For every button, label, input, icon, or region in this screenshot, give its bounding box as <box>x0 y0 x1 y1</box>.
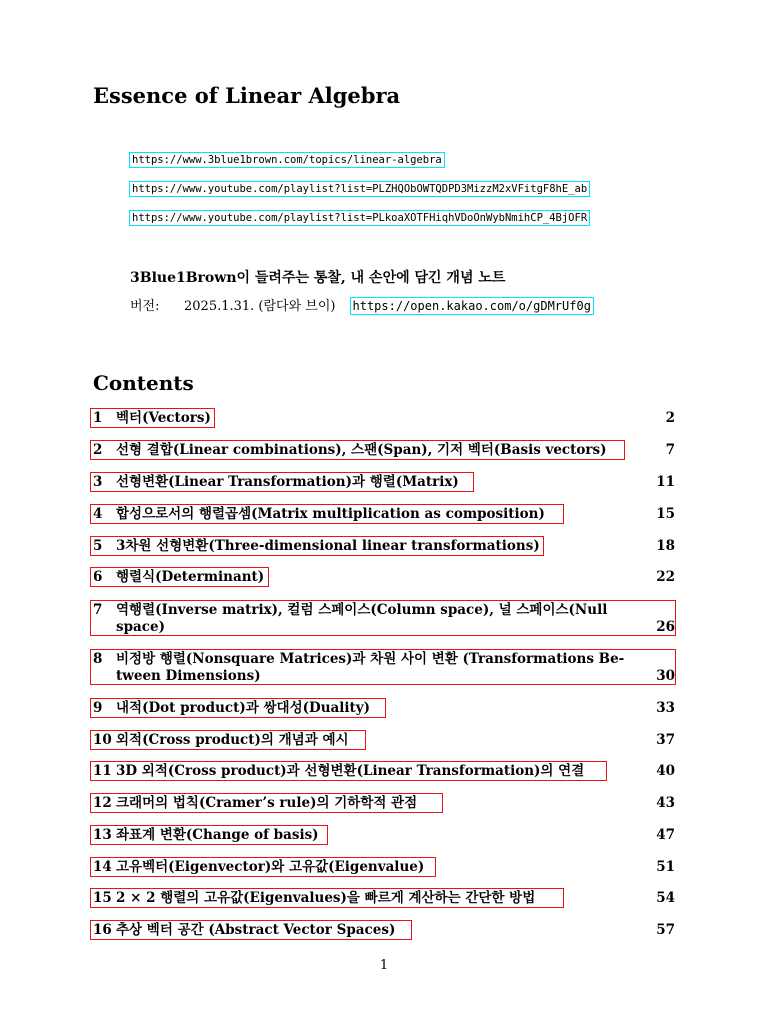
toc-title: 합성으로서의 행렬곱셈(Matrix multiplication as composition) <box>116 506 545 522</box>
version-label: 버전: <box>130 299 160 314</box>
toc-number: 4 <box>93 506 103 522</box>
document-title: Essence of Linear Algebra <box>93 83 401 108</box>
toc-title: 크래머의 법칙(Cramer’s rule)의 기하학적 관점 <box>116 795 418 811</box>
toc-title: 행렬식(Determinant) <box>116 569 265 585</box>
toc-number: 12 <box>93 795 112 811</box>
toc-number: 6 <box>93 569 103 585</box>
toc-page-number: 11 <box>656 474 675 490</box>
version-value: 2025.1.31. (람다와 브이) <box>184 299 336 314</box>
toc-number: 5 <box>93 538 103 554</box>
contents-heading: Contents <box>93 371 194 395</box>
toc-number: 9 <box>93 700 103 716</box>
toc-title: 역행렬(Inverse matrix), 컬럼 스페이스(Column space), 널 스페이스(Null <box>116 602 608 618</box>
toc-number: 13 <box>93 827 112 843</box>
toc-page-number: 54 <box>656 890 675 906</box>
toc-title: 벡터(Vectors) <box>116 410 211 426</box>
toc-number: 8 <box>93 651 103 667</box>
toc-title: space) <box>116 619 165 635</box>
toc-page-number: 2 <box>665 410 675 426</box>
version-line <box>130 297 594 319</box>
toc-page-number: 51 <box>656 859 675 875</box>
toc-title: 2 × 2 행렬의 고유값(Eigenvalues)을 빠르게 계산하는 간단한 방법 <box>116 890 536 906</box>
toc-title: 추상 벡터 공간 (Abstract Vector Spaces) <box>116 922 396 938</box>
link-3blue1brown[interactable]: https://www.3blue1brown.com/topics/linear-algebra <box>129 152 445 168</box>
toc-title: 3D 외적(Cross product)과 선형변환(Linear Transformation)의 연결 <box>116 763 585 779</box>
toc-page-number: 7 <box>665 442 675 458</box>
toc-title: 비정방 행렬(Nonsquare Matrices)과 차원 사이 변환 (Transformations Be- <box>116 651 625 667</box>
toc-number: 2 <box>93 442 103 458</box>
toc-page-number: 33 <box>656 700 675 716</box>
toc-title: 외적(Cross product)의 개념과 예시 <box>116 732 349 748</box>
toc-page-number: 22 <box>656 569 675 585</box>
subtitle: 3Blue1Brown이 들려주는 통찰, 내 손안에 담긴 개념 노트 <box>130 270 506 286</box>
toc-page-number: 18 <box>656 538 675 554</box>
toc-number: 7 <box>93 602 103 618</box>
toc-number: 1 <box>93 410 103 426</box>
toc-title: 고유벡터(Eigenvector)와 고유값(Eigenvalue) <box>116 859 425 875</box>
toc-title: 3차원 선형변환(Three-dimensional linear transformations) <box>116 538 540 554</box>
toc-title: 선형 결합(Linear combinations), 스팬(Span), 기저 벡터(Basis vectors) <box>116 442 607 458</box>
toc-page-number: 40 <box>656 763 675 779</box>
page-number: 1 <box>379 958 389 973</box>
toc-page-number: 37 <box>656 732 675 748</box>
toc-page-number: 30 <box>656 668 675 684</box>
toc-number: 10 <box>93 732 112 748</box>
toc-page-number: 57 <box>656 922 675 938</box>
link-youtube-playlist-1[interactable]: https://www.youtube.com/playlist?list=PLZHQObOWTQDPD3MizzM2xVFitgF8hE_ab <box>129 181 590 197</box>
toc-number: 16 <box>93 922 112 938</box>
toc-number: 14 <box>93 859 112 875</box>
toc-number: 11 <box>93 763 112 779</box>
toc-number: 15 <box>93 890 112 906</box>
toc-page-number: 15 <box>656 506 675 522</box>
link-youtube-playlist-2[interactable]: https://www.youtube.com/playlist?list=PLkoaXOTFHiqhVDoOnWybNmihCP_4BjOFR <box>129 210 590 226</box>
toc-number: 3 <box>93 474 103 490</box>
toc-title: 선형변환(Linear Transformation)과 행렬(Matrix) <box>116 474 459 490</box>
toc-page-number: 26 <box>656 619 675 635</box>
toc-title: 내적(Dot product)과 쌍대성(Duality) <box>116 700 371 716</box>
kakao-link[interactable]: https://open.kakao.com/o/gDMrUf0g <box>350 297 594 315</box>
toc-page-number: 43 <box>656 795 675 811</box>
toc-title: tween Dimensions) <box>116 668 261 684</box>
toc-title: 좌표계 변환(Change of basis) <box>116 827 319 843</box>
toc-page-number: 47 <box>656 827 675 843</box>
